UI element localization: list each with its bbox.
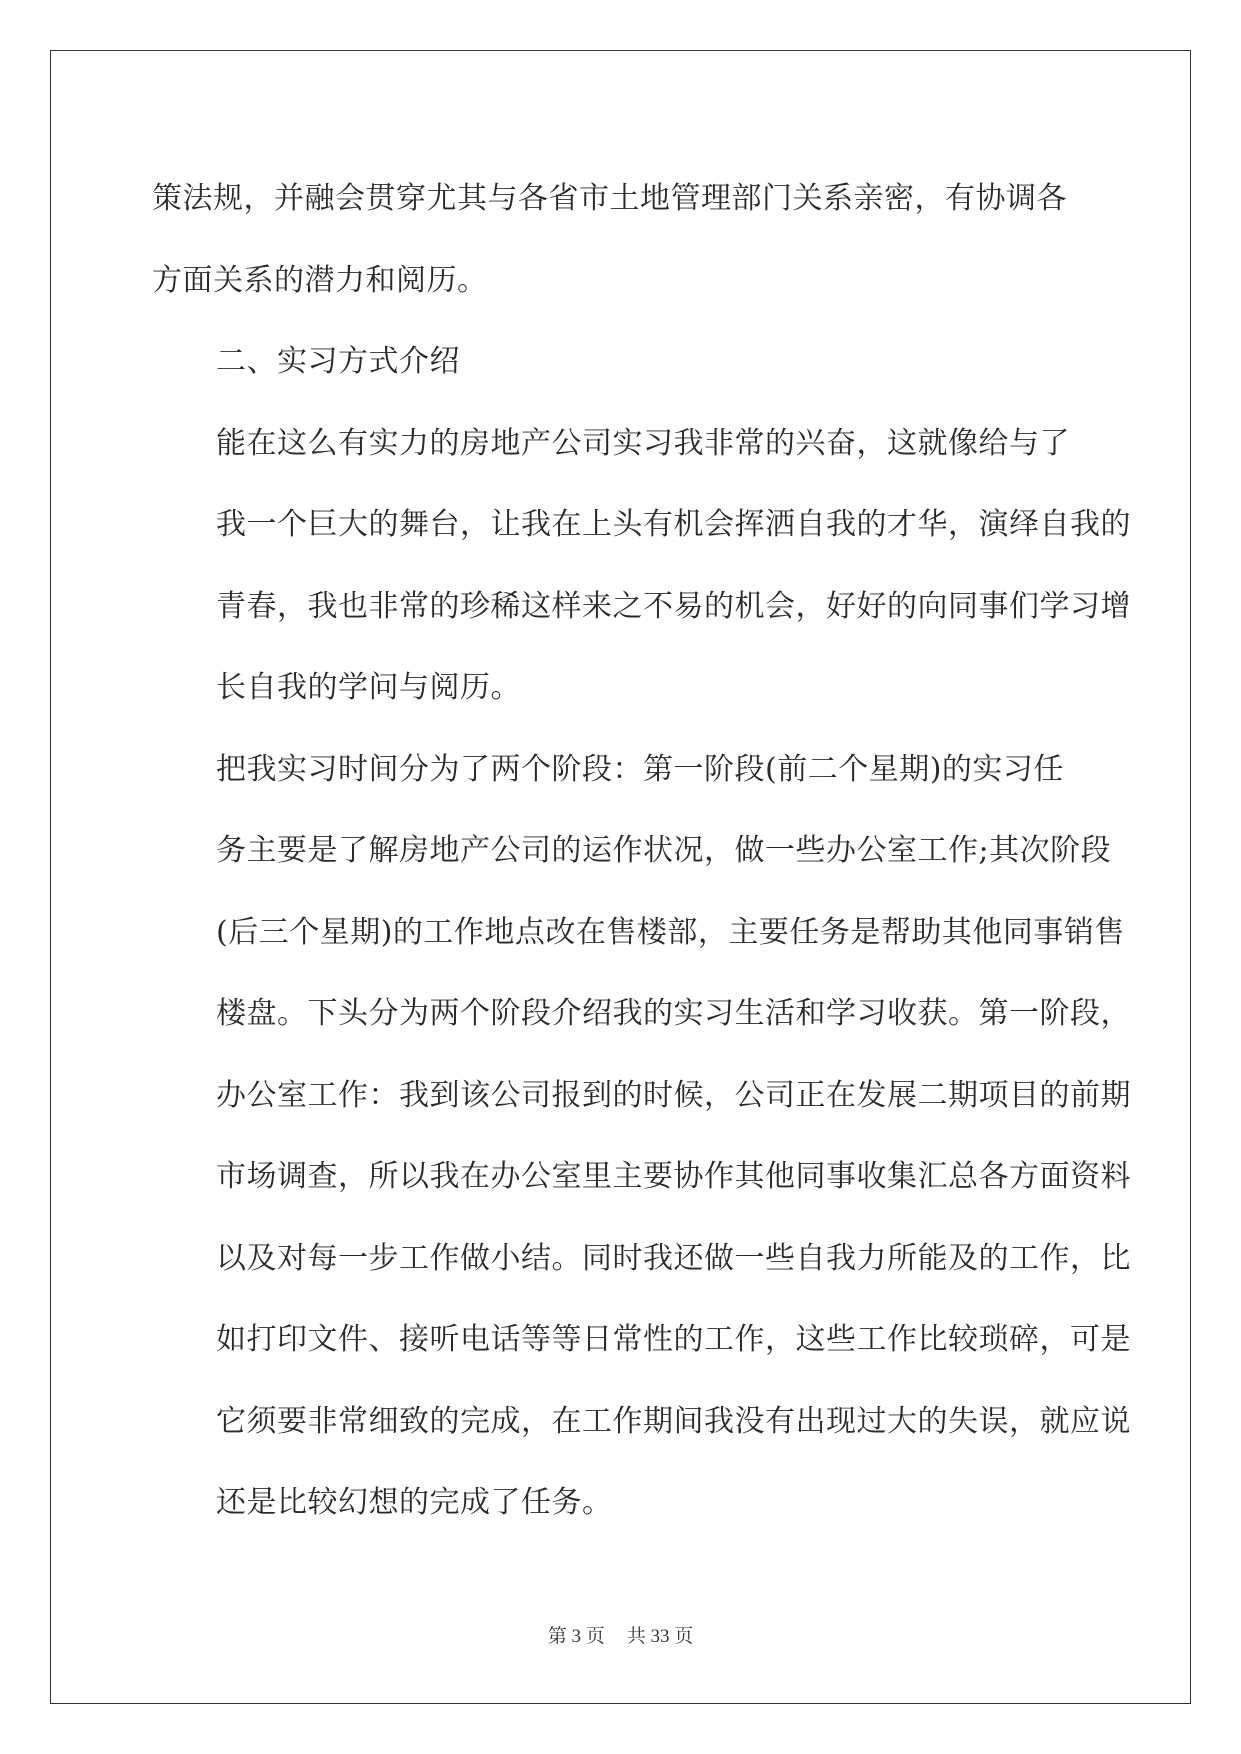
page-number: 第 3 页 [547,1626,605,1647]
page-footer [0,1621,1241,1648]
text-line: 青春，我也非常的珍稀这样来之不易的机会，好好的向同事们学习增 [216,588,1131,624]
text-line: 以及对每一步工作做小结。同时我还做一些自我力所能及的工作，比 [216,1240,1131,1276]
text-line: 把我实习时间分为了两个阶段：第一阶段(前二个星期)的实习任 [216,751,1064,787]
text-line: 楼盘。下头分为两个阶段介绍我的实习生活和学习收获。第一阶段， [216,996,1131,1031]
text-line: 市场调查，所以我在办公室里主要协作其他同事收集汇总各方面资料 [216,1159,1131,1194]
text-line: 办公室工作：我到该公司报到的时候，公司正在发展二期项目的前期 [216,1077,1131,1113]
paragraph-1 [152,158,1090,321]
document-body [152,158,1131,1544]
text-line: 如打印文件、接听电话等等日常性的工作，这些工作比较琐碎，可是 [216,1322,1131,1357]
text-line: 它须要非常细致的完成，在工作期间我没有出现过大的失误，就应说 [216,1403,1131,1439]
text-line: 能在这么有实力的房地产公司实习我非常的兴奋，这就像给与了 [216,425,1070,461]
paragraph-4 [152,729,1131,1544]
text-line: 我一个巨大的舞台，让我在上头有机会挥洒自我的才华，演绎自我的 [216,507,1131,542]
paragraph-3 [152,403,1131,729]
text-line: 还是比较幻想的完成了任务。 [216,1485,613,1520]
text-line: 务主要是了解房地产公司的运作状况，做一些办公室工作;其次阶段 [216,833,1112,868]
text-line: (后三个星期)的工作地点改在售楼部，主要任务是帮助其他同事销售 [216,914,1125,950]
text-line: 方面关系的潜力和阅历。 [152,262,488,298]
text-line: 长自我的学问与阅历。 [216,670,521,705]
total-pages: 共 33 页 [626,1626,694,1647]
text-line: 策法规，并融会贯穿尤其与各省市土地管理部门关系亲密，有协调各 [152,181,1067,216]
text-line: 二、实习方式介绍 [216,344,460,379]
section-heading [152,321,1090,403]
